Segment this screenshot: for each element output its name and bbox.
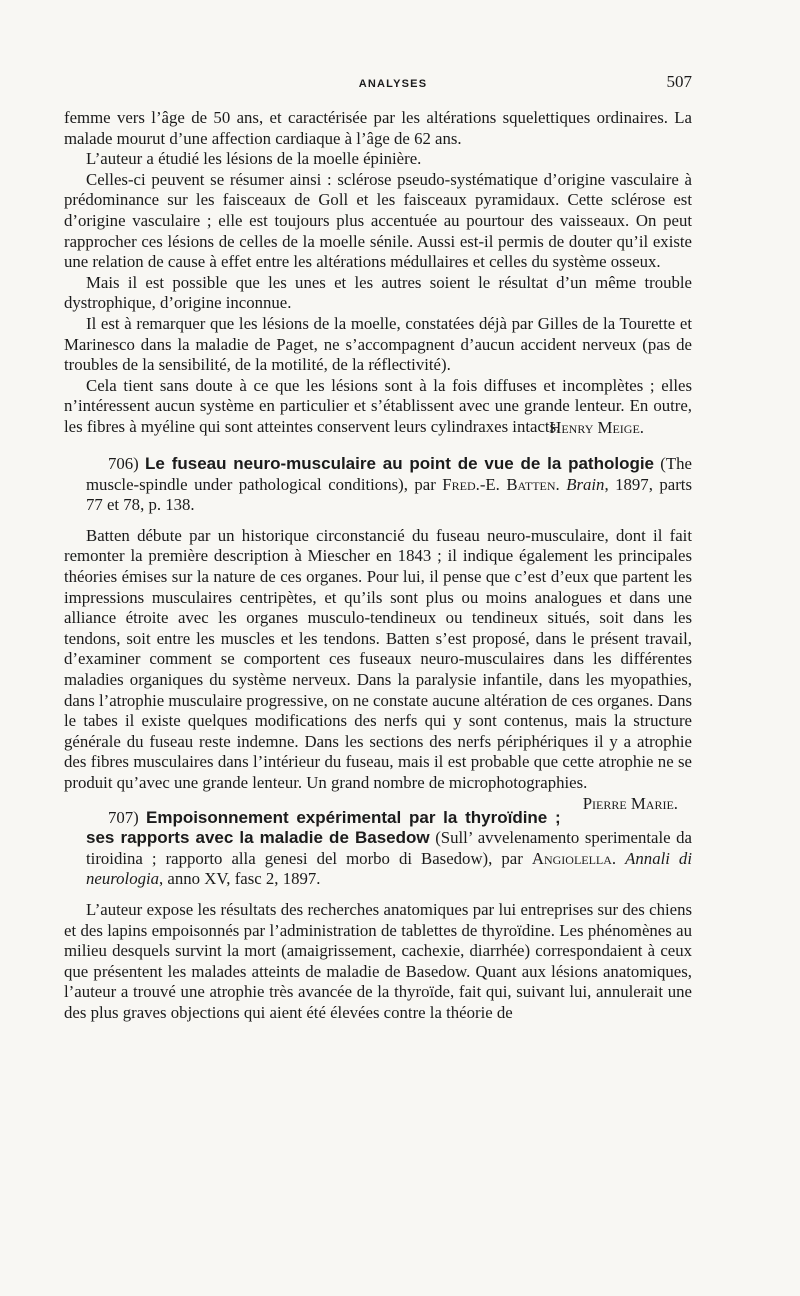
signature: Pierre Marie. [582, 793, 678, 813]
entry-subtitle: (The muscle-spindle under pathological conditions), par [86, 454, 692, 494]
entry-author: Fred.-E. Batten. [442, 474, 560, 494]
paragraph: Il est à remarquer que les lésions de la moelle, constatées déjà par Gilles de la Tourette et Marinesco dans la maladie de Paget, ne s’accompagnent d’aucun accident nerveux (pas de troubles de la sensibilité, de la motilité, de la réflectivité). [64, 313, 692, 375]
entry-706 [64, 454, 692, 813]
paragraph [64, 525, 692, 813]
paragraph: L’auteur a étudié les lésions de la moelle épinière. [86, 149, 422, 169]
paragraph: L’auteur expose les résultats des recherches anatomiques par lui entreprises sur des chiens et des lapins empoisonnés par l’administration de tablettes de thyroïdine. Les phénomènes au milieu desquels survint la mort (amaigrissement, cachexie, diarrhée) correspondaient à ceux que présentent les malades atteints de maladie de Basedow. Quant aux lésions anatomiques, l’auteur a trouvé une atrophie très avancée de la thyroïde, fait qui, suivant lui, annulerait une des plus graves objections qui aient été élevées contre la théorie de [64, 899, 692, 1022]
entry-subtitle: (Sull’ avvelenamento sperimentale da tiroidina ; rapporto alla genesi del morbo di Basedow), par [86, 828, 692, 868]
entry-body [64, 525, 692, 813]
signature: Henry Meige. [549, 417, 644, 437]
running-head: ANALYSES [358, 78, 428, 90]
entry-number: 707) [108, 807, 139, 827]
paragraph: Mais il est possible que les unes et les autres soient le résultat d’un même trouble dystrophique, d’origine inconnue. [64, 272, 692, 313]
entry-author: Angiolella. [531, 848, 617, 868]
entry-number: 706) [108, 454, 139, 474]
entry-body-text: Batten débute par un historique circonstancié du fuseau neuro-musculaire, dont il fait remonter la première description à Miescher en 1843 ; il indique également les principales théories émises sur la nature de ces organes. Pour lui, il pense que c’est d’eux que partent les impressions musculaires centripètes, et qu’ils sont plus ou moins analogues et dans une alliance étroite avec les organes musculo-tendineux ou tendineux situés, soit dans les tendons, soit entre les muscles et les tendons. Batten s’est proposé, dans le présent travail, d’examiner comment se comportent ces fuseaux neuro-musculaires dans les différentes maladies organiques du système nerveux. Dans la paralysie infantile, dans les myopathies, dans l’atrophie musculaire progressive, on ne constate aucune altération de ces organes. Dans le tabes il existe quelques modifications des nerfs qui y sont contenus, mais la structure générale du fuseau reste indemne. Dans les sections des nerfs périphériques il y a atrophie des fibres musculaires dans l’intérieur du fuseau, mais il est probable que cette atrophie ne se produit qu’avec une grande lenteur. Un grand nombre de microphotographies. [64, 525, 692, 792]
entry-heading: Empoisonnement expérimental par la thyroïdine ; ses rapports avec la maladie de Basedow [86, 807, 561, 848]
paragraph: femme vers l’âge de 50 ans, et caractérisée par les altérations squelettiques ordinaires. La malade mourut d’une affection cardiaque à l’âge de 62 ans. [64, 108, 692, 148]
page-header [64, 72, 692, 96]
entry-707 [64, 808, 692, 1024]
entry-title [64, 808, 692, 890]
entry-journal: Brain [566, 474, 605, 494]
paragraph: Cela tient sans doute à ce que les lésions sont à la fois diffuses et incomplètes ; elles n’intéressent aucun système en particulier et s’établissent avec une grande lenteur. En outre, les fibres à myéline qui sont atteintes conservent leurs cylindraxes intacts. [64, 375, 692, 436]
entry-citation: , 1897, parts 77 et 78, p. 138. [86, 474, 692, 515]
page-body [64, 108, 692, 1024]
entry-heading: Le fuseau neuro-musculaire au point de vue de la pathologie [145, 454, 655, 474]
entry-title [64, 454, 692, 516]
entry-journal: Annali di neurologia [86, 848, 692, 889]
page-number: 507 [666, 72, 692, 91]
entry-citation: , anno XV, fasc 2, 1897. [159, 869, 321, 889]
entry-body [64, 900, 692, 1024]
paragraph: Celles-ci peuvent se résumer ainsi : sclérose pseudo-systématique d’origine vasculaire à prédominance sur les faisceaux de Goll et les faisceaux pyramidaux. Cette sclérose est d’origine vasculaire ; elle est toujours plus accentuée au pourtour des vaisseaux. On peut rapprocher ces lésions de celles de la moelle sénile. Aussi est-il permis de douter qu’il existe une relation de cause à effet entre les altérations médullaires et celles du système osseux. [64, 169, 692, 272]
